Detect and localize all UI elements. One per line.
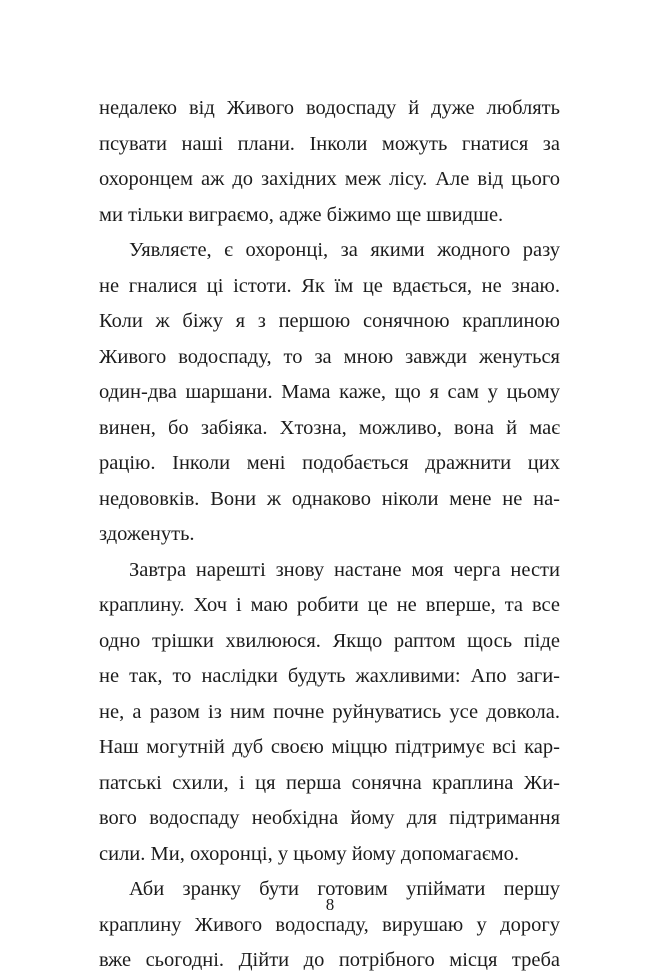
text-line: Живого водоспаду, то за мною завжди женуться <box>99 345 560 368</box>
text-line: одно трішки хвилююся. Якщо раптом щось піде <box>99 629 560 652</box>
text-line: рацію. Інколи мені подобається дражнити цих <box>99 452 560 474</box>
text-line: винен, бо забіяка. Хтозна, можливо, вона й має <box>99 416 560 439</box>
text-line: ми тільки виграємо, адже біжимо ще швидше. <box>99 203 504 226</box>
text-line: Аби зранку бути готовим упіймати першу <box>129 878 560 900</box>
text-line: Уявляєте, є охоронці, за якими жодного разу <box>129 239 560 261</box>
text-line: вже сьогодні. Дійти до потрібного місця треба <box>99 949 560 971</box>
text-line: не гналися ці істоти. Як їм це вдається, не знаю. <box>99 274 560 297</box>
text-line: недалеко від Живого водоспаду й дуже люблять <box>99 97 560 119</box>
text-line: один-два шаршани. Мама каже, що я сам у цьому <box>99 381 560 403</box>
text-line: Коли ж біжу я з першою сонячною краплиною <box>99 310 560 332</box>
text-line: краплину Живого водоспаду, вирушаю у дорогу <box>99 913 560 936</box>
text-line: охоронцем аж до західних меж лісу. Але від цього <box>99 168 560 190</box>
text-line: недововків. Вони ж однаково ніколи мене не на- <box>99 487 560 510</box>
body-text <box>99 91 560 979</box>
text-line: не, а разом із ним почне руйнуватись усе довкола. <box>99 700 560 723</box>
page-number: 8 <box>325 895 335 914</box>
text-line: не так, то наслідки будуть жахливими: Апо заги- <box>99 665 560 687</box>
text-line: патські схили, і ця перша сонячна краплина Жи- <box>99 771 560 794</box>
text-line: здоженуть. <box>99 523 195 545</box>
text-line: сили. Ми, охоронці, у цьому йому допомагаємо. <box>99 842 519 865</box>
text-line: псувати наші плани. Інколи можуть гнатися за <box>99 132 560 155</box>
text-line: Наш могутній дуб своєю міццю підтримує всі кар- <box>99 736 560 758</box>
text-line: Завтра нарешті знову настане моя черга нести <box>129 558 560 581</box>
text-line: вого водоспаду необхідна йому для підтримання <box>99 807 560 829</box>
text-line: краплину. Хоч і маю робити це не вперше, та все <box>99 594 560 616</box>
